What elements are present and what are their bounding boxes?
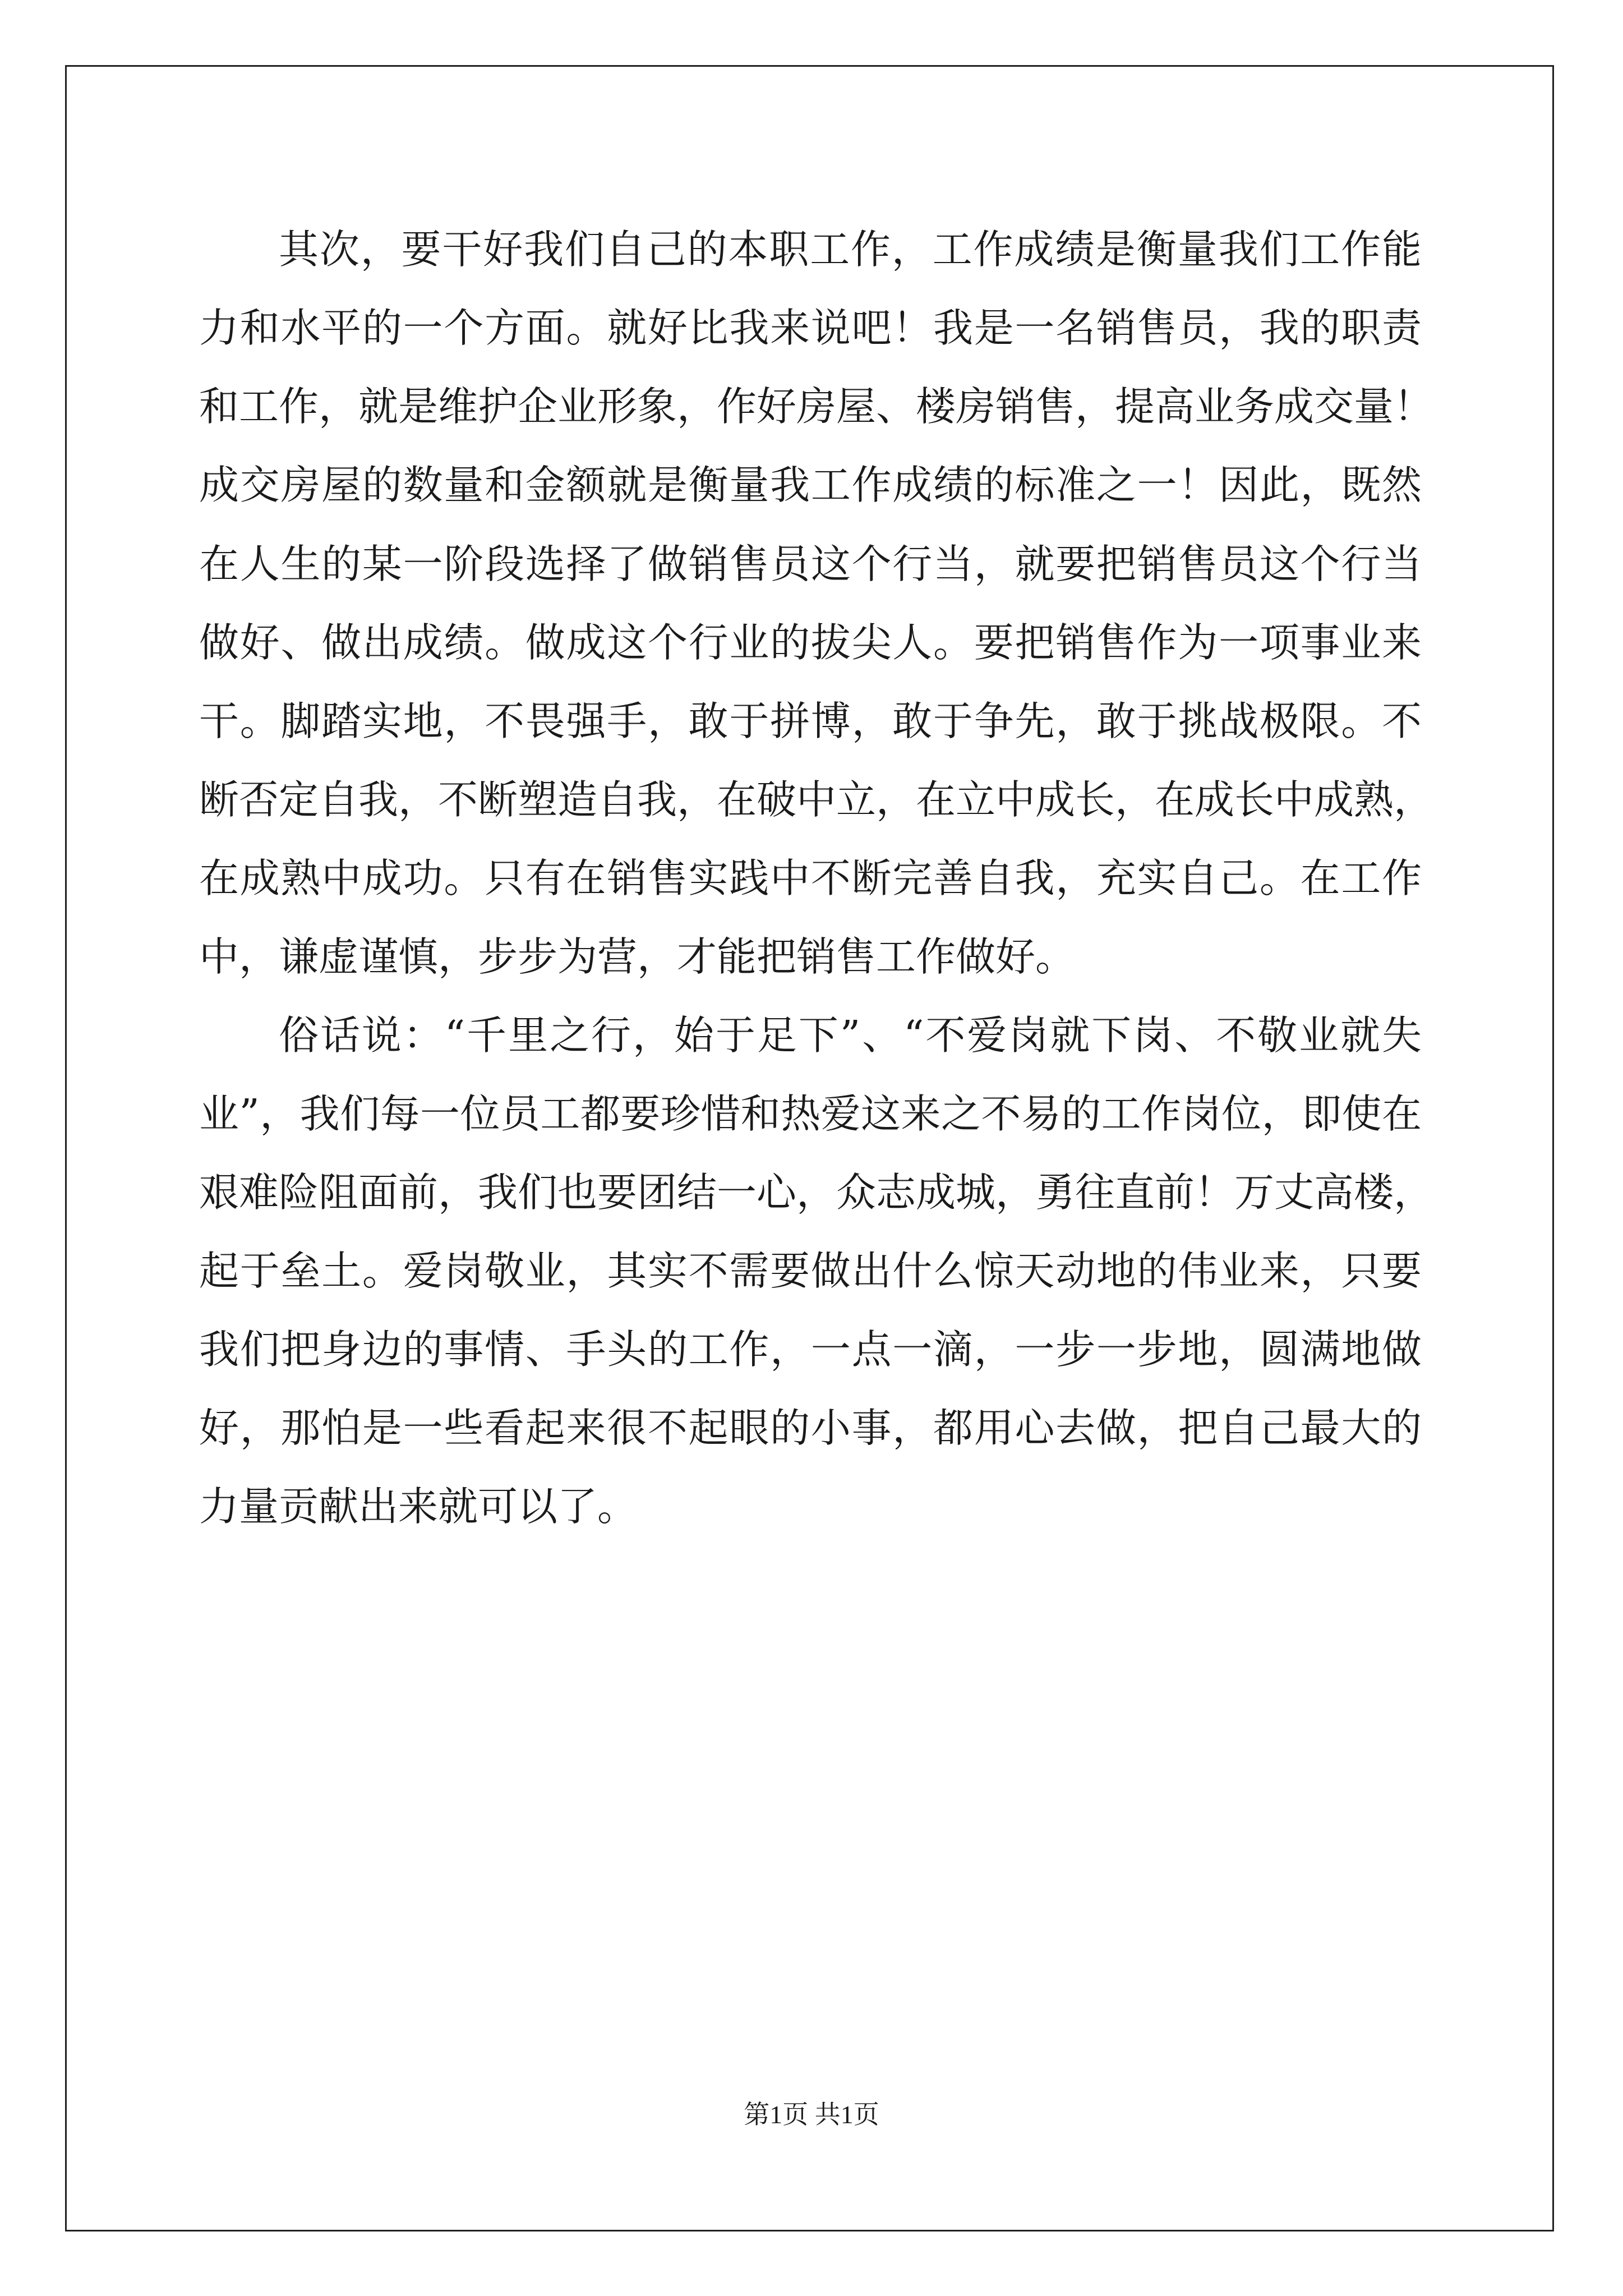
paragraph-1-line-7: 干。脚踏实地，不畏强手，敢于拼博，敢于争先，敢于挑战极限。不 <box>199 698 1422 744</box>
paragraph-2-line-1: 俗话说：“千里之行，始于足下”、“不爱岗就下岗、不敬业就失 <box>279 1012 1422 1059</box>
page-footer: 第1页 共1页 <box>744 2100 879 2129</box>
paragraph-1-line-5: 在人生的某一阶段选择了做销售员这个行当，就要把销售员这个行当 <box>199 541 1422 587</box>
paragraph-1-line-6: 做好、做出成绩。做成这个行业的拔尖人。要把销售作为一项事业来 <box>199 619 1422 666</box>
paragraph-1-line-4: 成交房屋的数量和金额就是衡量我工作成绩的标准之一！因此，既然 <box>199 462 1422 508</box>
paragraph-1-line-8: 断否定自我，不断塑造自我，在破中立，在立中成长，在成长中成熟， <box>199 776 1434 823</box>
paragraph-2-line-4: 起于垒土。爱岗敬业，其实不需要做出什么惊天动地的伟业来，只要 <box>199 1248 1422 1294</box>
paragraph-1-line-9: 在成熟中成功。只有在销售实践中不断完善自我，充实自己。在工作 <box>199 855 1422 901</box>
paragraph-2-line-7: 力量贡献出来就可以了。 <box>199 1483 638 1530</box>
paragraph-2-line-2: 业”，我们每一位员工都要珍惜和热爱这来之不易的工作岗位，即使在 <box>199 1091 1422 1137</box>
paragraph-1-line-10: 中，谦虚谨慎，步步为营，才能把销售工作做好。 <box>199 933 1076 980</box>
paragraph-2-line-6: 好，那怕是一些看起来很不起眼的小事，都用心去做，把自己最大的 <box>199 1405 1422 1451</box>
paragraph-1-line-3: 和工作，就是维护企业形象，作好房屋、楼房销售，提高业务成交量！ <box>199 383 1434 430</box>
paragraph-1-line-2: 力和水平的一个方面。就好比我来说吧！我是一名销售员，我的职责 <box>199 305 1422 351</box>
paragraph-2-line-5: 我们把身边的事情、手头的工作，一点一滴，一步一步地，圆满地做 <box>199 1326 1422 1373</box>
paragraph-1-line-1: 其次，要干好我们自己的本职工作，工作成绩是衡量我们工作能 <box>279 226 1422 273</box>
paragraph-2-line-3: 艰难险阻面前，我们也要团结一心，众志成城，勇往直前！万丈高楼， <box>199 1169 1434 1216</box>
